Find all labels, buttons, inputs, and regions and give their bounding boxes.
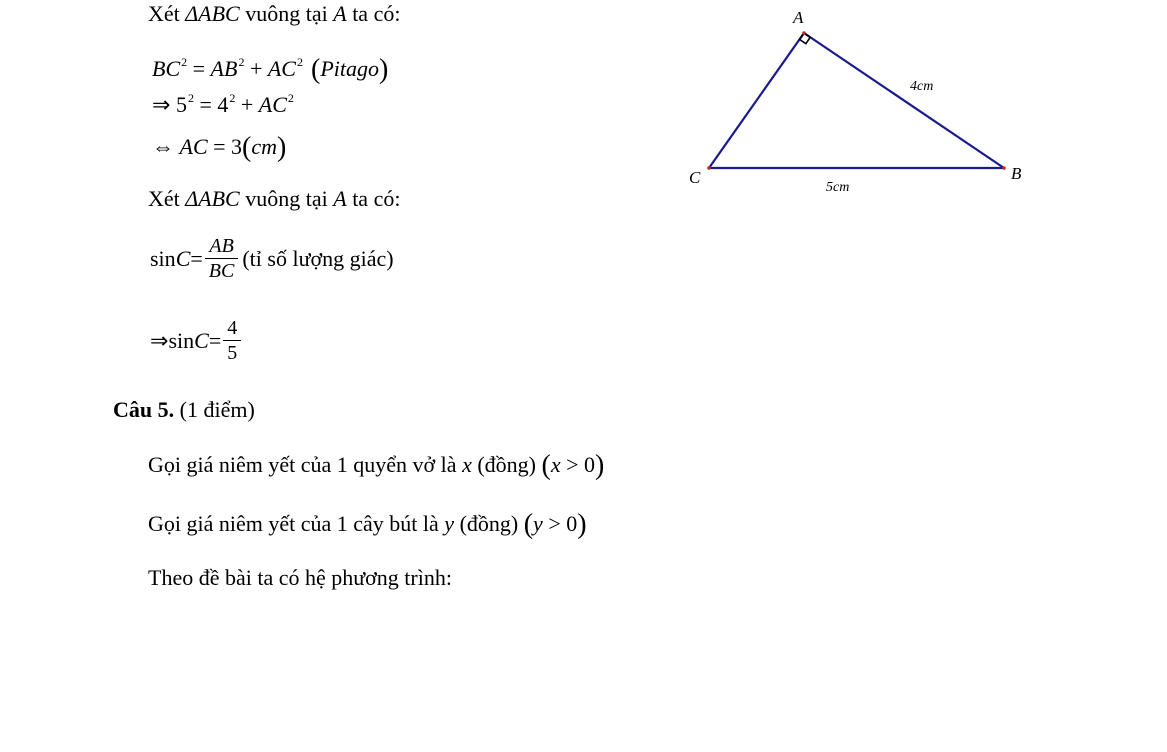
equals: = [190,245,203,271]
label-c: C [689,168,701,187]
vertex-b [1002,166,1006,170]
vertex-c [707,166,711,170]
text: Theo đề bài ta có hệ phương trình: [148,565,452,590]
term: AC [267,56,296,81]
term: BC [152,56,181,81]
label-b: B [1011,164,1022,183]
numerator: 4 [227,317,238,339]
equals: = [208,327,222,353]
exponent: 2 [181,55,188,69]
question-points: (1 điểm) [179,397,255,422]
text: ta có: [346,186,401,211]
variable: y [444,511,455,536]
paren: ) [378,54,389,85]
denominator: BC [205,258,239,281]
triangle-sides [709,33,1004,168]
text: Xét [148,1,186,26]
numerator: AB [209,235,234,257]
implies-symbol: ⇒ [150,327,169,353]
implies-symbol: ⇒ [152,92,171,117]
label-a: A [793,8,804,27]
equals: = [207,134,232,159]
term: AC [179,134,208,159]
triangle-label: ΔABC [185,1,240,26]
text: Gọi giá niêm yết của 1 cây bút là [148,511,445,536]
equals: = [193,92,218,117]
question-title: Câu 5. [113,397,175,422]
note: Pitago [320,56,379,81]
side-ca [709,33,804,168]
variable: C [194,327,209,353]
paren: ( [242,132,252,163]
text: vuông tại [239,186,334,211]
plus: + [235,92,259,117]
triangle-label: ΔABC [185,186,240,211]
exponent: 2 [287,91,294,105]
variable: x [550,452,561,477]
term: 4 [217,92,229,117]
variable: x [462,452,472,477]
point-label: A [333,1,347,26]
term: 5 [175,92,187,117]
equivalent-symbol: ⇔ [152,134,174,159]
label-side-cb: 5cm [826,180,850,195]
exponent: 2 [187,91,194,105]
term: AC [258,92,287,117]
unit: (đồng) [454,511,524,536]
text: Xét [148,186,186,211]
exponent: 2 [229,91,236,105]
function-name: sin [150,245,176,271]
term: AB [210,56,238,81]
paren: ) [277,132,287,163]
denominator: 5 [223,340,241,363]
function-name: sin [168,327,195,353]
point-label: A [333,186,347,211]
exponent: 2 [238,55,245,69]
note: (tỉ số lượng giác) [242,245,394,271]
unit: (đồng) [471,452,542,477]
condition: > 0 [560,452,595,477]
question-5-line-1: Gọi giá niêm yết của 1 quyển vở là x (đồng) (x > 0) [148,450,605,481]
vertex-a [802,31,806,35]
text: Gọi giá niêm yết của 1 quyển vở là [148,452,463,477]
right-angle-marker [800,33,811,44]
condition: > 0 [542,511,578,536]
paren: ( [310,54,321,85]
variable: C [175,245,191,271]
side-ab [804,33,1004,168]
plus: + [244,56,268,81]
question-5-line-2: Gọi giá niêm yết của 1 cây bút là y (đồng) (y > 0) [148,509,587,540]
label-side-ab: 4cm [910,79,934,94]
unit: cm [251,134,278,159]
equals: = [187,56,211,81]
exponent: 2 [296,55,303,69]
text: ta có: [346,1,401,26]
text: vuông tại [239,1,334,26]
variable: y [533,511,543,536]
value: 3 [231,134,243,159]
